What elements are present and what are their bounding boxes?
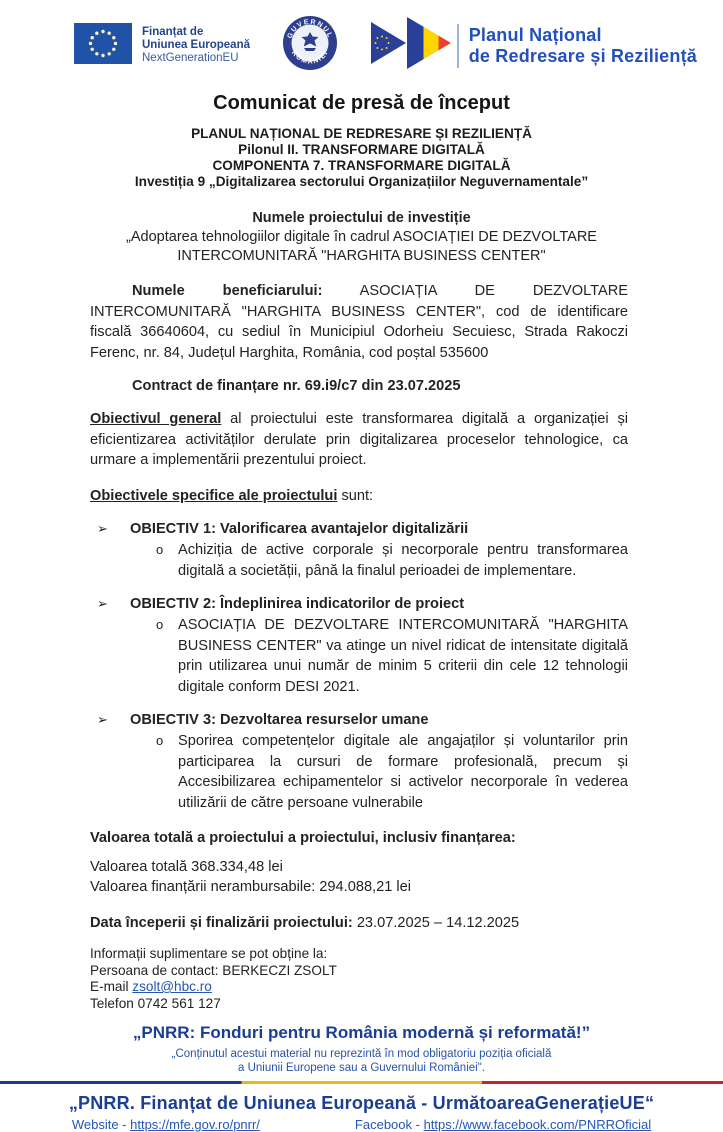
grant-value-line: Valoarea finanțării nerambursabile: 294.088,21 lei: [90, 879, 411, 895]
project-name-heading: Numele proiectului de investiție: [252, 210, 471, 226]
arrow-bullet-icon: ➢: [97, 596, 108, 611]
circle-bullet-icon: o: [156, 617, 164, 632]
program-line3: COMPONENTA 7. TRANSFORMARE DIGITALĂ: [212, 158, 511, 173]
eu-logo-line2: Uniunea Europeană: [142, 39, 250, 51]
footer-heading: „PNRR. Finanțat de Uniunea Europeană - UrmătoareaGenerațieUE“: [68, 1093, 655, 1113]
pnrr-logo-line1: Planul Național: [468, 24, 602, 45]
total-value-heading: Valoarea totală a proiectului a proiectului, inclusiv finanțarea:: [90, 830, 516, 846]
specific-objectives-suffix: sunt:: [337, 487, 374, 504]
contact-person-line: Persoana de contact: BERKECZI ZSOLT: [90, 962, 337, 978]
email-link[interactable]: zsolt@hbc.ro: [132, 979, 212, 994]
contact-phone-line: Telefon 0742 561 127: [90, 995, 221, 1011]
circle-bullet-icon: o: [156, 733, 164, 748]
eu-logo-line3: NextGenerationEU: [142, 52, 239, 64]
website-label: Website -: [71, 1117, 131, 1132]
objective-detail: Achiziția de active corporale și necorporale pentru transformarea digitală a societății, până la finalul perioadei de implementare.: [178, 542, 628, 579]
contract-line: Contract de finanțare nr. 69.i9/c7 din 23.07.2025: [132, 378, 461, 394]
disclaimer-line1: „Conținutul acestui material nu reprezintă în mod obligatoriu poziția oficială: [171, 1048, 552, 1060]
email-label: E-mail: [90, 979, 133, 994]
beneficiary-text: ASOCIAȚIA DE DEZVOLTARE INTERCOMUNITARĂ "HARGHITA BUSINESS CENTER", cod de identificare fiscală 36640604, cu sediul în Municipiul Odorheiu Secuiesc, Strada Rakoczi Ferenc, nr. 84, Județul Harghita, România, cod poștal 535600: [90, 283, 628, 361]
objective-title: OBIECTIV 1: Valorificarea avantajelor digitalizării: [130, 521, 469, 537]
program-block: [0, 126, 723, 190]
pnrr-logo: [371, 17, 697, 74]
program-line4: Investiția 9 „Digitalizarea sectorului Organizațiilor Neguvernamentale”: [134, 174, 589, 189]
contact-email-line: [90, 979, 628, 996]
header-logos: [0, 0, 723, 77]
objective-title: OBIECTIV 2: Îndeplinirea indicatorilor de proiect: [130, 596, 465, 612]
objective-title: OBIECTIV 3: Dezvoltarea resurselor umane: [130, 712, 429, 728]
general-objective-text: al proiectului este transformarea digitală a organizației și eficientizarea activităților derulate prin digitalizarea proceselor tehnologice, ca urmare a implementării prezentului proiect.: [90, 411, 628, 468]
disclaimer-line2: a Uniunii Europene sau a Guvernului României".: [237, 1061, 485, 1074]
total-value-line: Valoarea totală 368.334,48 lei: [90, 858, 283, 875]
document-title: Comunicat de presă de început: [213, 92, 510, 114]
contact-block: [90, 946, 628, 1012]
pnrr-logo-divider: [457, 24, 459, 68]
website-link[interactable]: https://mfe.gov.ro/pnrr/: [130, 1117, 260, 1132]
specific-objectives-label: Obiectivele specifice ale proiectului: [90, 487, 338, 504]
eu-funded-logo: [74, 23, 250, 69]
website-line: [72, 1117, 260, 1132]
objective-item: [90, 519, 628, 581]
svg-text:ROMÂNIEI: ROMÂNIEI: [290, 49, 331, 66]
general-objective-label: Obiectivul general: [90, 411, 222, 427]
objective-detail: ASOCIAȚIA DE DEZVOLTARE INTERCOMUNITARĂ "HARGHITA BUSINESS CENTER" va atinge un nivel ridicat de intensitate digitală prin utilizarea unui număr de minim 5 criterii din cele 12 tehnologii digitale conform DESI 2021.: [178, 617, 628, 695]
project-dates-label: Data începerii și finalizării proiectului:: [90, 914, 353, 931]
facebook-link[interactable]: https://www.facebook.com/PNRROficial: [423, 1117, 652, 1132]
facebook-line: [355, 1117, 651, 1132]
pnrr-arrows-icon: [371, 17, 451, 74]
eu-logo-line1: Finanțat de: [142, 26, 204, 38]
program-line1: PLANUL NAȚIONAL DE REDRESARE ȘI REZILIENȚĂ: [191, 126, 532, 141]
project-dates-line: [90, 913, 628, 934]
project-name: „Adoptarea tehnologiilor digitale în cadrul ASOCIAȚIEI DE DEZVOLTARE INTERCOMUNITARĂ "HARGHITA BUSINESS CENTER": [126, 229, 597, 264]
footer-links: [0, 1117, 723, 1132]
beneficiary-paragraph: [90, 281, 628, 363]
eu-flag-icon: [74, 23, 132, 69]
specific-objectives-heading: [90, 486, 628, 507]
circle-bullet-icon: o: [156, 542, 164, 557]
beneficiary-label: Numele beneficiarului:: [132, 283, 323, 299]
government-romania-seal-icon: [281, 14, 339, 77]
program-line2: Pilonul II. TRANSFORMARE DIGITALĂ: [238, 142, 485, 157]
objective-detail: Sporirea competențelor digitale ale angajaților și voluntarilor prin participarea la cursuri de formare profesională, precum și Accesibilizarea echipamentelor si activelor necorporale în vederea utilizării de către persoane vulnerabile: [178, 733, 628, 811]
objective-item: [90, 710, 628, 813]
project-dates-value: 23.07.2025 – 14.12.2025: [352, 914, 520, 931]
contact-info-line: Informații suplimentare se pot obține la:: [90, 946, 328, 961]
objective-item: [90, 594, 628, 697]
pnrr-logo-line2: de Redresare și Reziliență: [468, 45, 697, 66]
arrow-bullet-icon: ➢: [97, 521, 108, 536]
general-objective-paragraph: [90, 409, 628, 471]
svg-text:GUVERNUL: GUVERNUL: [286, 18, 334, 40]
pnrr-slogan: „PNRR: Fonduri pentru România modernă și reformată!”: [132, 1023, 591, 1042]
romanian-tricolor-divider: [0, 1081, 723, 1084]
disclaimer: [0, 1048, 723, 1075]
facebook-label: Facebook -: [354, 1117, 424, 1132]
arrow-bullet-icon: ➢: [97, 712, 108, 727]
